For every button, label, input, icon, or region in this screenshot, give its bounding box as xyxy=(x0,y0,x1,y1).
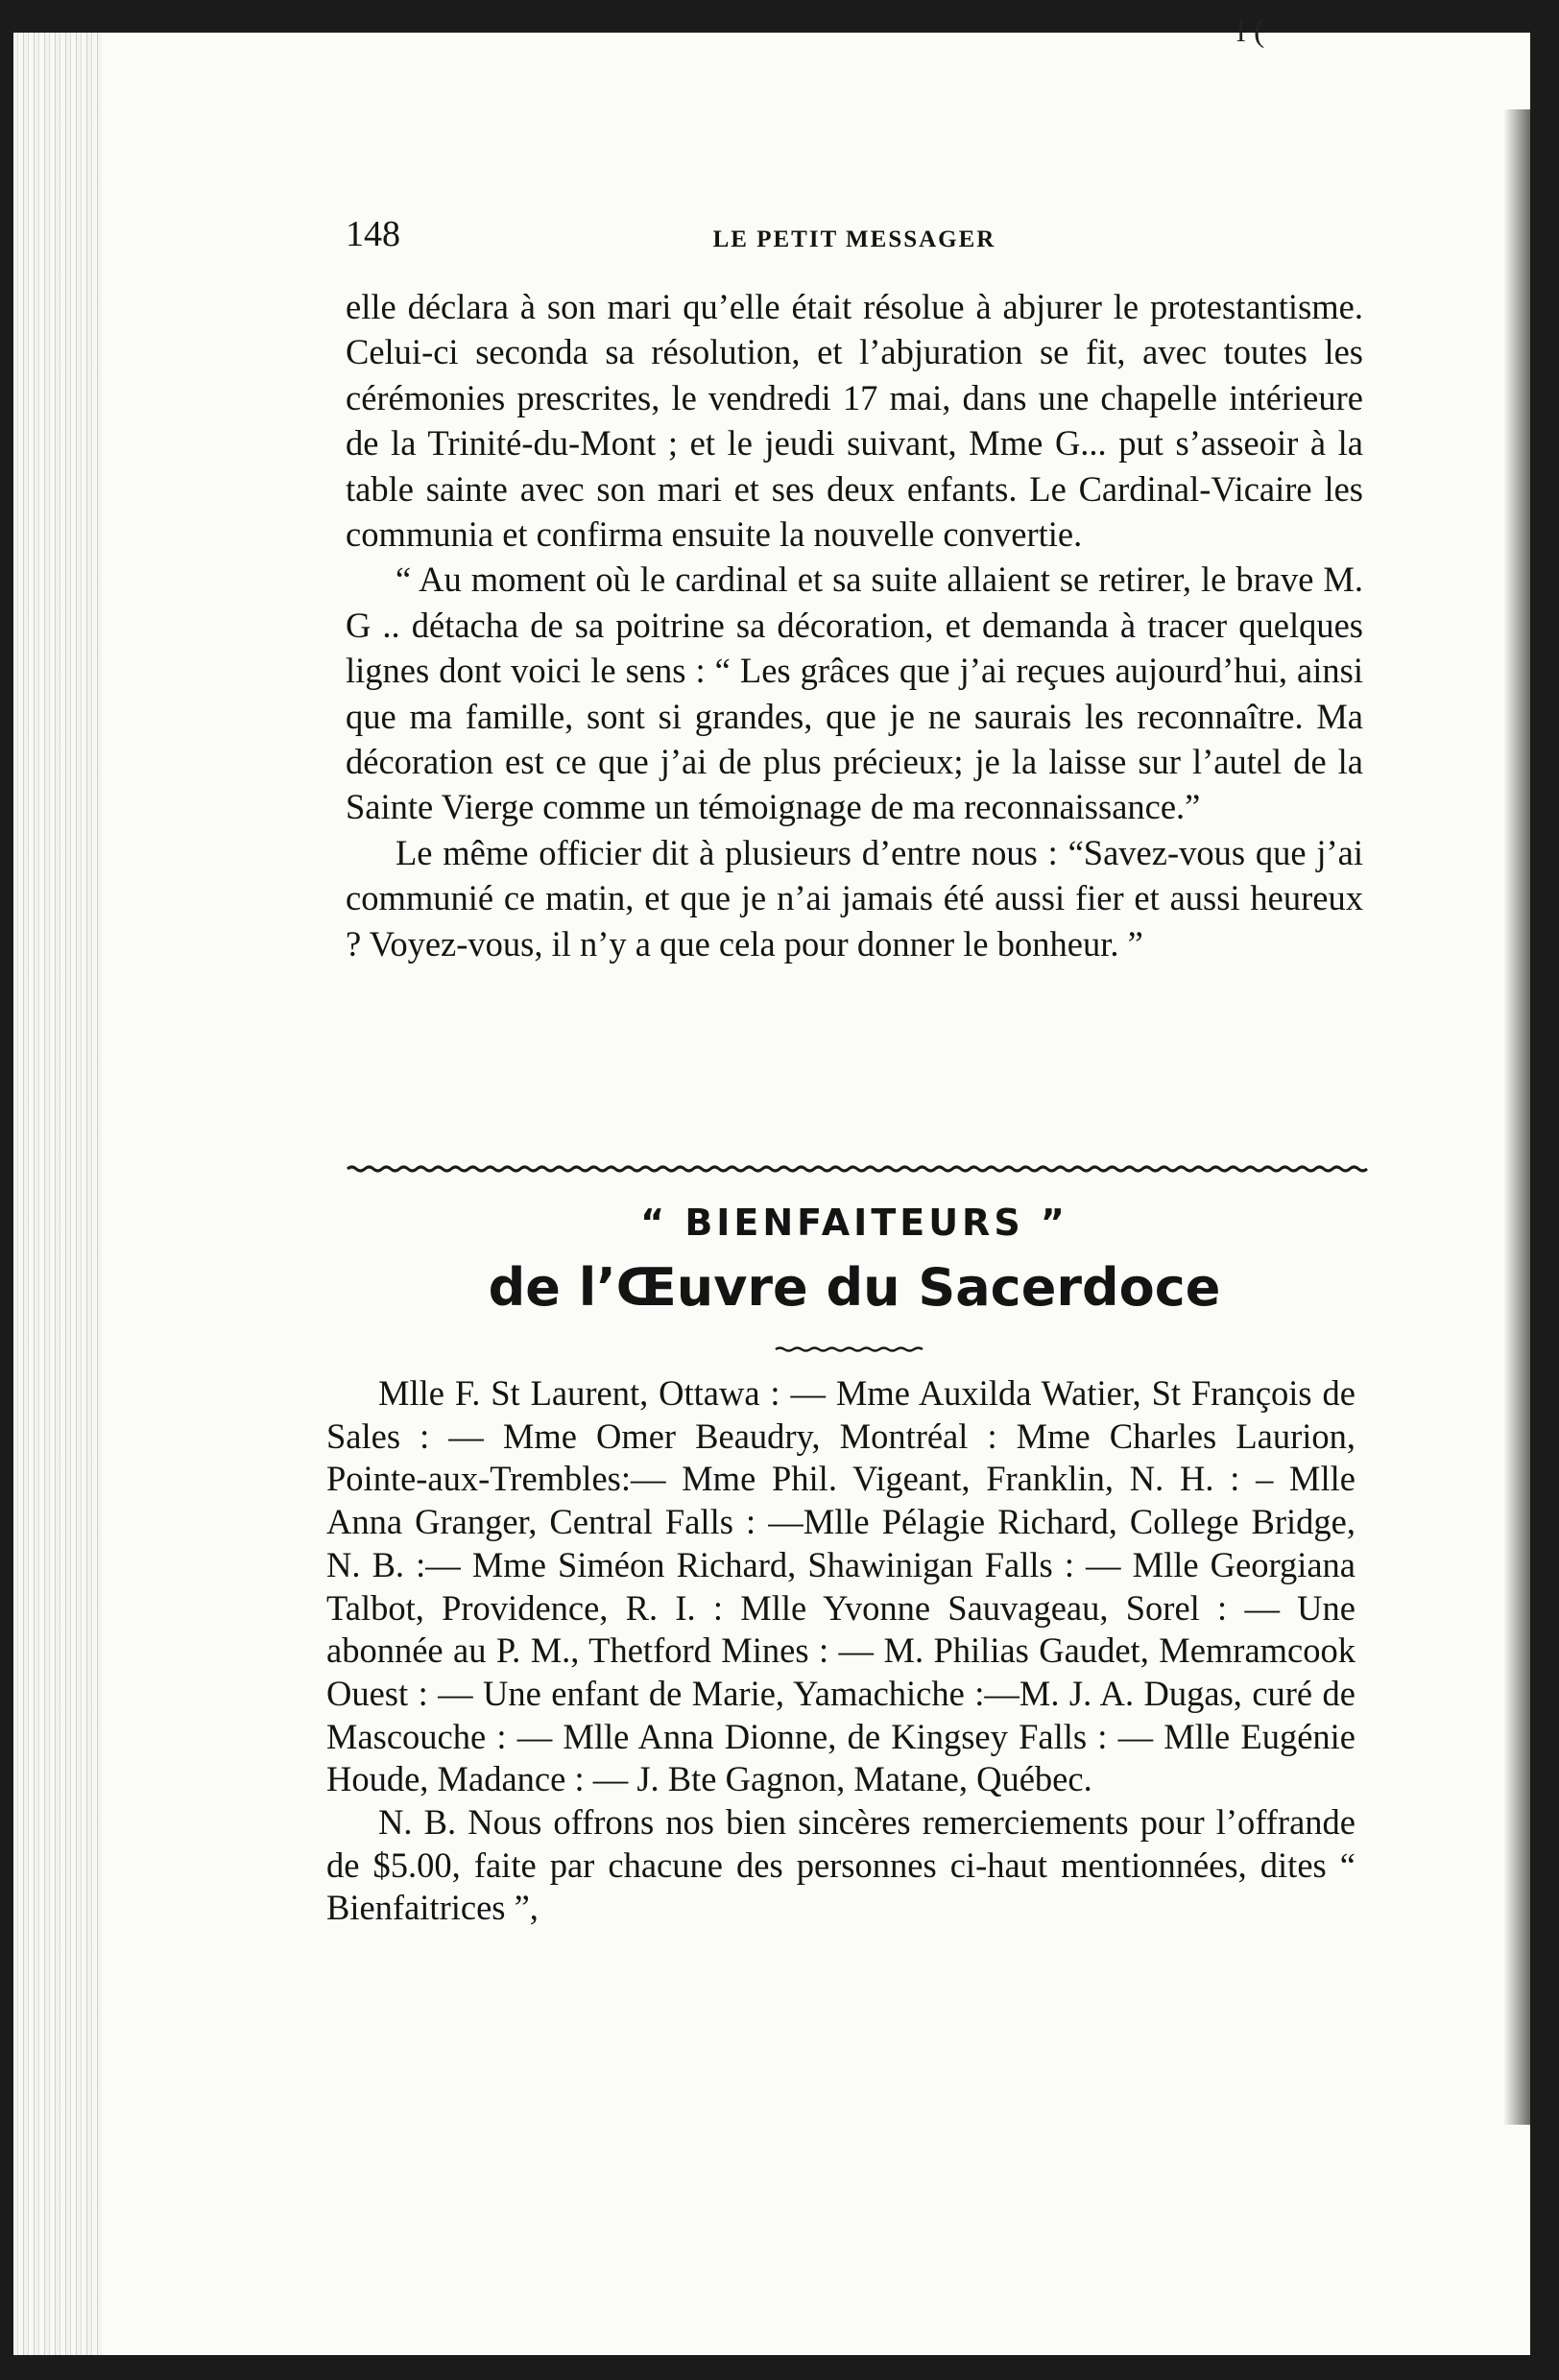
running-header xyxy=(346,213,1363,271)
article-paragraph: elle déclara à son mari qu’elle était résolue à abjurer le protestantisme. Celui-ci seconda sa résolution, et l’abjuration se fit, avec toutes les cérémonies prescrites, le vendredi 17 mai, dans une chapelle intérieure de la Trinité-du-Mont ; et le jeudi suivant, Mme G... put s’asseoir à la table sainte avec son mari et ses deux enfants. Le Cardinal-Vicaire les communia et confirma ensuite la nouvelle convertie. xyxy=(346,287,1363,555)
article-paragraph: “ Au moment où le cardinal et sa suite allaient se retirer, le brave M. G .. détacha de sa poitrine sa décoration, et demanda à tracer quelques lignes dont voici le sens : “ Les grâces que j’ai reçues aujourd’hui, ainsi que ma famille, sont si grandes, que je ne saurais les reconnaître. Ma décoration est ce que j’ai de plus précieux; je la laisse sur l’autel de la Sainte Vierge comme un témoignage de ma reconnaissance.” xyxy=(346,559,1363,827)
handwritten-marginalia: l ( xyxy=(1236,13,1265,49)
donor-list xyxy=(326,1372,1355,1930)
wavy-divider xyxy=(348,1159,1365,1178)
page-edge-stack xyxy=(13,33,102,2355)
section-heading: “ BIENFAITEURS ” xyxy=(640,1202,1068,1244)
small-wavy-ornament xyxy=(776,1342,920,1357)
article-body xyxy=(346,284,1363,966)
running-title: LE PETIT MESSAGER xyxy=(712,226,996,252)
article-paragraph: Le même officier dit à plusieurs d’entre nous : “Savez-vous que j’ai communié ce matin, et que je n’ai jamais été aussi fier et aussi heureux ? Voyez-vous, il n’y a que cela pour donner le bonheur. ” xyxy=(346,832,1363,964)
section-subheading: de l’Œuvre du Sacerdoce xyxy=(488,1257,1221,1318)
donor-paragraph: Mlle F. St Laurent, Ottawa : — Mme Auxilda Watier, St François de Sales : — Mme Omer Beaudry, Montréal : Mme Charles Laurion, Pointe-aux-Trembles:— Mme Phil. Vigeant, Franklin, N. H. : – Mlle Anna Granger, Central Falls : —Mlle Pélagie Richard, College Bridge, N. B. :— Mme Siméon Richard, Shawinigan Falls : — Mlle Georgiana Talbot, Providence, R. I. : Mlle Yvonne Sauvageau, Sorel : — Une abonnée au P. M., Thetford Mines : — M. Philias Gaudet, Memramcook Ouest : — Une enfant de Marie, Yamachiche :—M. J. A. Dugas, curé de Mascouche : — Mlle Anna Dionne, de Kingsey Falls : — Mlle Eugénie Houde, Madance : — J. Bte Gagnon, Matane, Québec. xyxy=(326,1373,1355,1799)
binding-shadow xyxy=(1503,109,1530,2125)
page-number: 148 xyxy=(346,214,400,254)
note-paragraph: N. B. Nous offrons nos bien sincères remerciements pour l’offrande de $5.00, faite par chacune des personnes ci-haut mentionnées, dites “ Bienfaitrices ”, xyxy=(326,1802,1355,1928)
